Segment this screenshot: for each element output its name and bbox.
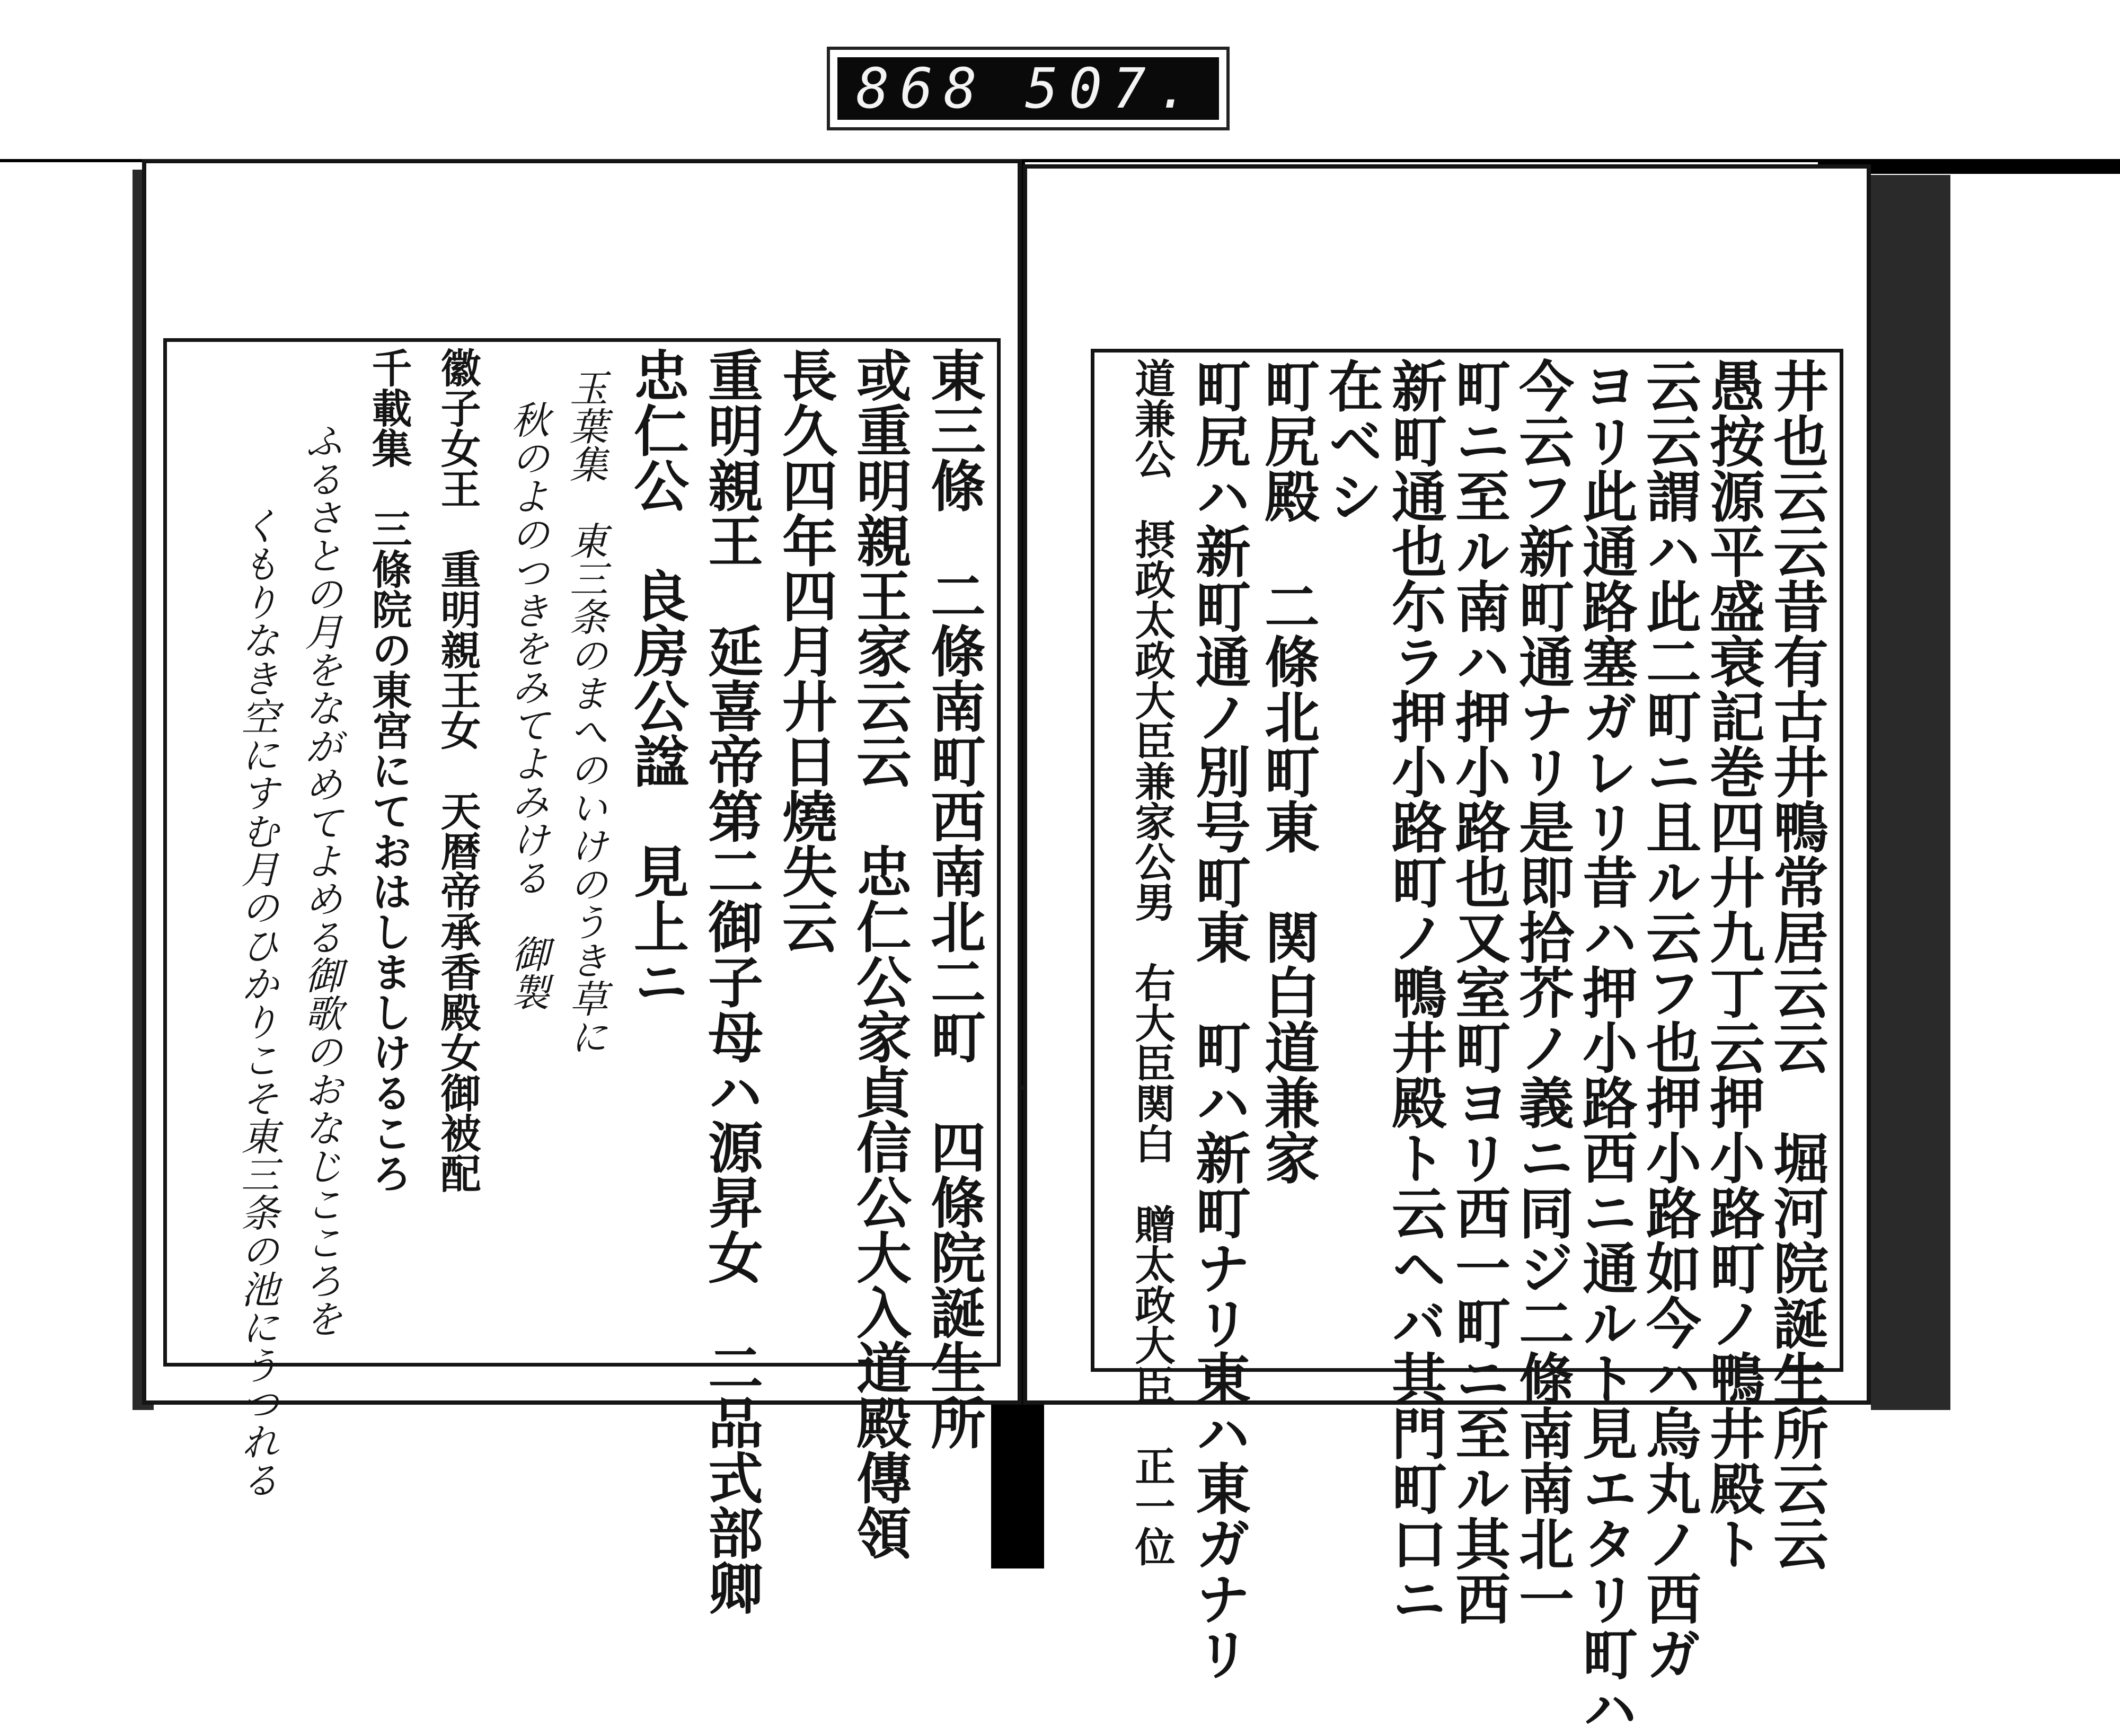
right-book-edge [1871,175,1950,1410]
left-col-2: 或重明親王家云云 忠仁公家貞信公大入道殿傳領 [847,347,912,1560]
left-col-3: 長久四年四月廾日燒失云 [773,347,838,954]
right-page-text-block [1098,358,1834,1736]
left-page [142,159,1022,1615]
left-col-6: 玉葉集 東三条のまへのいけのうき草に [563,368,608,1055]
right-page-frame [1091,349,1843,1736]
right-col-3: 云云謂ハ此二町ニ且ル云フ也押小路如今ハ烏丸ノ西ガ [1637,358,1702,1681]
right-col-6: 町ニ至ル南ハ押小路也又室町ヨリ西一町ニ至ル其西 [1446,358,1511,1626]
spine-bottom-block [991,1399,1044,1568]
right-col-1: 井也云云昔有古井鴨常居云云 堀河院誕生所云云 [1764,358,1829,1571]
right-col-10: 町尻ハ新町通ノ別号町東 町ハ新町ナリ東ハ東ガナリ [1186,358,1251,1681]
catalog-number-left: 868 [856,56,988,121]
right-col-7: 新町通也尓ラ押小路町ノ鴨井殿ト云ヘバ其門町口ニ [1382,358,1447,1626]
right-col-5: 今云フ新町通ナリ是即拾芥ノ義ニ同ジ二條南南北一 [1509,358,1575,1626]
left-page-frame [163,338,1001,1615]
left-page-text-block [170,347,986,1615]
right-col-11: 道兼公 摂政太政大臣兼家公男 右大臣関白 贈太政大臣 正一位 [1128,358,1176,1566]
catalog-number-right: 507. [1025,56,1200,121]
catalog-number-plate [837,57,1219,120]
left-col-7: 秋のよのつきをみてよみける 御製 [505,400,550,1011]
left-col-8: 徽子女王 重明親王女 天暦帝承香殿女御被配 [434,347,481,1193]
left-col-11: くもりなき空にすむ月のひかりこそ東三条の池にうつれる [235,506,279,1499]
right-col-8: 在ベシ [1319,358,1384,523]
catalog-number-label [827,47,1230,130]
left-col-4: 重明親王 延喜帝第二御子母ハ源昇女 二品式部卿 [699,347,764,1615]
right-col-4: ヨリ此通路塞ガレリ昔ハ押小路西ニ通ルト見エタリ町ハ [1573,358,1638,1736]
left-col-9: 千載集 三條院の東宮にておはしましけるころ [365,347,412,1193]
right-col-9: 町尻殿 二條北町東 関白道兼家 [1255,358,1320,1185]
left-col-10: ふるさとの月をながめてよめる御歌のおなじこころを [298,421,343,1337]
left-col-5: 忠仁公 良房公諡 見上ニ [624,347,690,1009]
right-col-2: 愚按源平盛衰記巻四廾九丁云押小路町ノ鴨井殿ト [1700,358,1765,1571]
right-page [1023,164,1871,1736]
left-col-1: 東三條 二條南町西南北二町 四條院誕生所 [921,347,986,1450]
